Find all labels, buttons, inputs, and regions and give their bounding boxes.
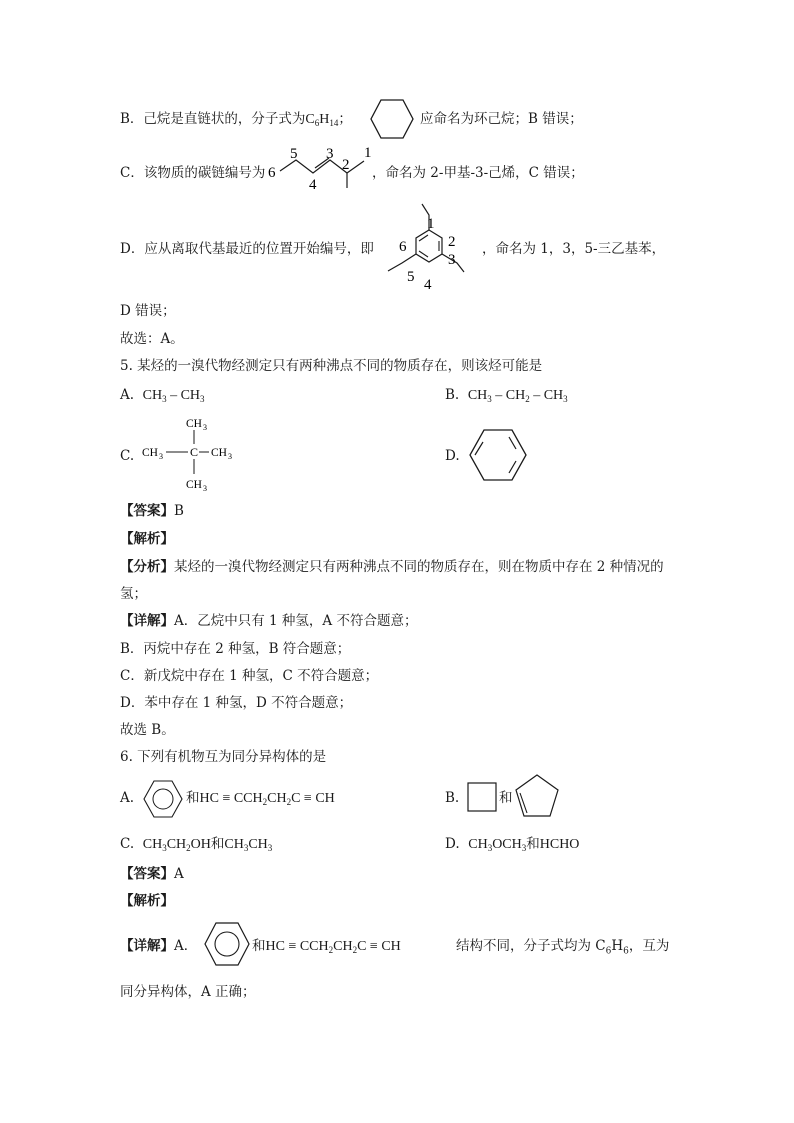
ch3-left-sub: 3 bbox=[159, 452, 163, 461]
ch3-top-sub: 3 bbox=[203, 423, 207, 432]
q5-option-a: A. $CH_3 - CH_3$ bbox=[120, 387, 205, 404]
neopentane-structure bbox=[142, 414, 242, 494]
option-d-conclusion: D 错误； bbox=[120, 303, 176, 319]
q6-detail-benzene-structure bbox=[204, 922, 250, 966]
option-b-explanation-tail: 应命名为环己烷；B 错误； bbox=[420, 111, 583, 127]
q5-analysis-heading: 【解析】 bbox=[120, 531, 174, 547]
ch3-right-sub: 3 bbox=[228, 452, 232, 461]
q5-detail-c: C．新戊烷中存在 1 种氢，C 不符合题意； bbox=[120, 668, 379, 684]
ring-number-3: 3 bbox=[448, 252, 456, 268]
propane-formula: $CH_3 - CH_2 - CH_3$ bbox=[467, 388, 568, 404]
q5-detail-a: 【详解】A．乙烷中只有 1 种氢，A 不符合题意； bbox=[120, 613, 418, 629]
benzene-structure bbox=[469, 428, 527, 482]
q6-detail-formula: 和HC ≡ $CCH_2CH_2C$ ≡ CH bbox=[252, 938, 401, 955]
q6-option-b-label: B. bbox=[445, 790, 460, 806]
ch3-left: CH bbox=[142, 447, 158, 459]
option-c-explanation: C．该物质的碳链编号为 bbox=[120, 165, 266, 181]
q5-option-c-label: C. bbox=[120, 448, 135, 464]
carbon-number-1: 1 bbox=[364, 145, 372, 161]
q5-option-d-label: D. bbox=[445, 448, 460, 464]
q5-choice: 故选 B。 bbox=[120, 722, 175, 738]
q6-option-a-label: A. bbox=[120, 790, 135, 806]
q5-answer: 【答案】B bbox=[120, 503, 184, 519]
ring-number-4: 4 bbox=[424, 277, 432, 293]
carbon-number-3: 3 bbox=[326, 146, 334, 162]
hexadiyne-formula: HC ≡ $CCH_2CH_2C$ ≡ CH bbox=[199, 791, 335, 807]
central-carbon: C bbox=[190, 445, 199, 459]
formaldehyde-formula: HCHO bbox=[539, 837, 580, 852]
ethanol-formula: $CH_3CH_2OH$ bbox=[142, 837, 211, 853]
carbon-number-4: 4 bbox=[309, 177, 317, 193]
q6-answer: 【答案】A bbox=[120, 866, 184, 882]
q6-option-d: D. $CH_3OCH_3$和HCHO bbox=[445, 836, 580, 853]
q6-option-c: C. $CH_3CH_2OH$和$CH_3CH_3$ bbox=[120, 836, 273, 853]
q5-option-b: B. $CH_3 - CH_2 - CH_3$ bbox=[445, 387, 568, 404]
q5-fenxi-line2: 氢； bbox=[120, 586, 147, 602]
ethane-formula: $CH_3 - CH_3$ bbox=[142, 388, 205, 404]
ring-number-6: 6 bbox=[399, 239, 407, 255]
q6-a-benzene-structure bbox=[143, 780, 183, 818]
q6-option-a-formula: 和HC ≡ $CCH_2CH_2C$ ≡ CH bbox=[186, 790, 335, 807]
carbon-number-6: 6 bbox=[268, 165, 276, 181]
q6-option-b-and: 和 bbox=[499, 790, 513, 806]
cyclobutane-structure bbox=[467, 782, 497, 812]
cyclopentene-structure bbox=[514, 774, 560, 818]
hexane-formula: $C_6H_{14}$ bbox=[305, 112, 339, 128]
dimethyl-ether-formula: $CH_3OCH_3$ bbox=[468, 837, 527, 853]
ethane-formula-c: $CH_3CH_3$ bbox=[224, 837, 273, 853]
cyclohexane-structure bbox=[370, 99, 414, 139]
ch3-bottom: CH bbox=[186, 479, 202, 491]
q6-detail-line2: 同分异构体，A 正确； bbox=[120, 984, 256, 1000]
carbon-number-2: 2 bbox=[342, 157, 350, 173]
q5-detail-d: D．苯中存在 1 种氢，D 不符合题意； bbox=[120, 695, 353, 711]
option-d-explanation-tail: ，命名为 1，3，5-三乙基苯， bbox=[482, 241, 666, 257]
q6-detail-a-prefix: 【详解】A． bbox=[120, 938, 198, 954]
ring-number-2: 2 bbox=[448, 234, 456, 250]
ch3-top: CH bbox=[186, 418, 202, 430]
q5-detail-b: B．丙烷中存在 2 种氢，B 符合题意； bbox=[120, 641, 351, 657]
q6-analysis-heading: 【解析】 bbox=[120, 893, 174, 909]
option-b-explanation: B．己烷是直链状的，分子式为$C_6H_{14}$； bbox=[120, 111, 352, 128]
q6-detail-text: 结构不同，分子式均为 $C_6H_6$，互为 bbox=[456, 938, 670, 957]
ch3-right: CH bbox=[211, 447, 227, 459]
option-c-explanation-tail: ，命名为 2-甲基-3-己烯，C 错误； bbox=[372, 165, 584, 181]
ring-number-5: 5 bbox=[407, 269, 415, 285]
q5-stem: 5. 某烃的一溴代物经测定只有两种沸点不同的物质存在，则该烃可能是 bbox=[120, 358, 543, 374]
methylhexene-skeleton bbox=[268, 145, 374, 195]
triethylbenzene-structure bbox=[382, 203, 482, 291]
carbon-number-5: 5 bbox=[290, 146, 298, 162]
q5-fenxi: 【分析】某烃的一溴代物经测定只有两种沸点不同的物质存在，则在物质中存在 2 种情况的 bbox=[120, 559, 664, 575]
option-d-explanation: D．应从离取代基最近的位置开始编号，即 bbox=[120, 241, 374, 257]
ch3-bottom-sub: 3 bbox=[203, 484, 207, 493]
ring-number-1: 1 bbox=[427, 216, 435, 232]
q6-stem: 6. 下列有机物互为同分异构体的是 bbox=[120, 749, 327, 765]
q4-choice: 故选：A。 bbox=[120, 331, 184, 347]
